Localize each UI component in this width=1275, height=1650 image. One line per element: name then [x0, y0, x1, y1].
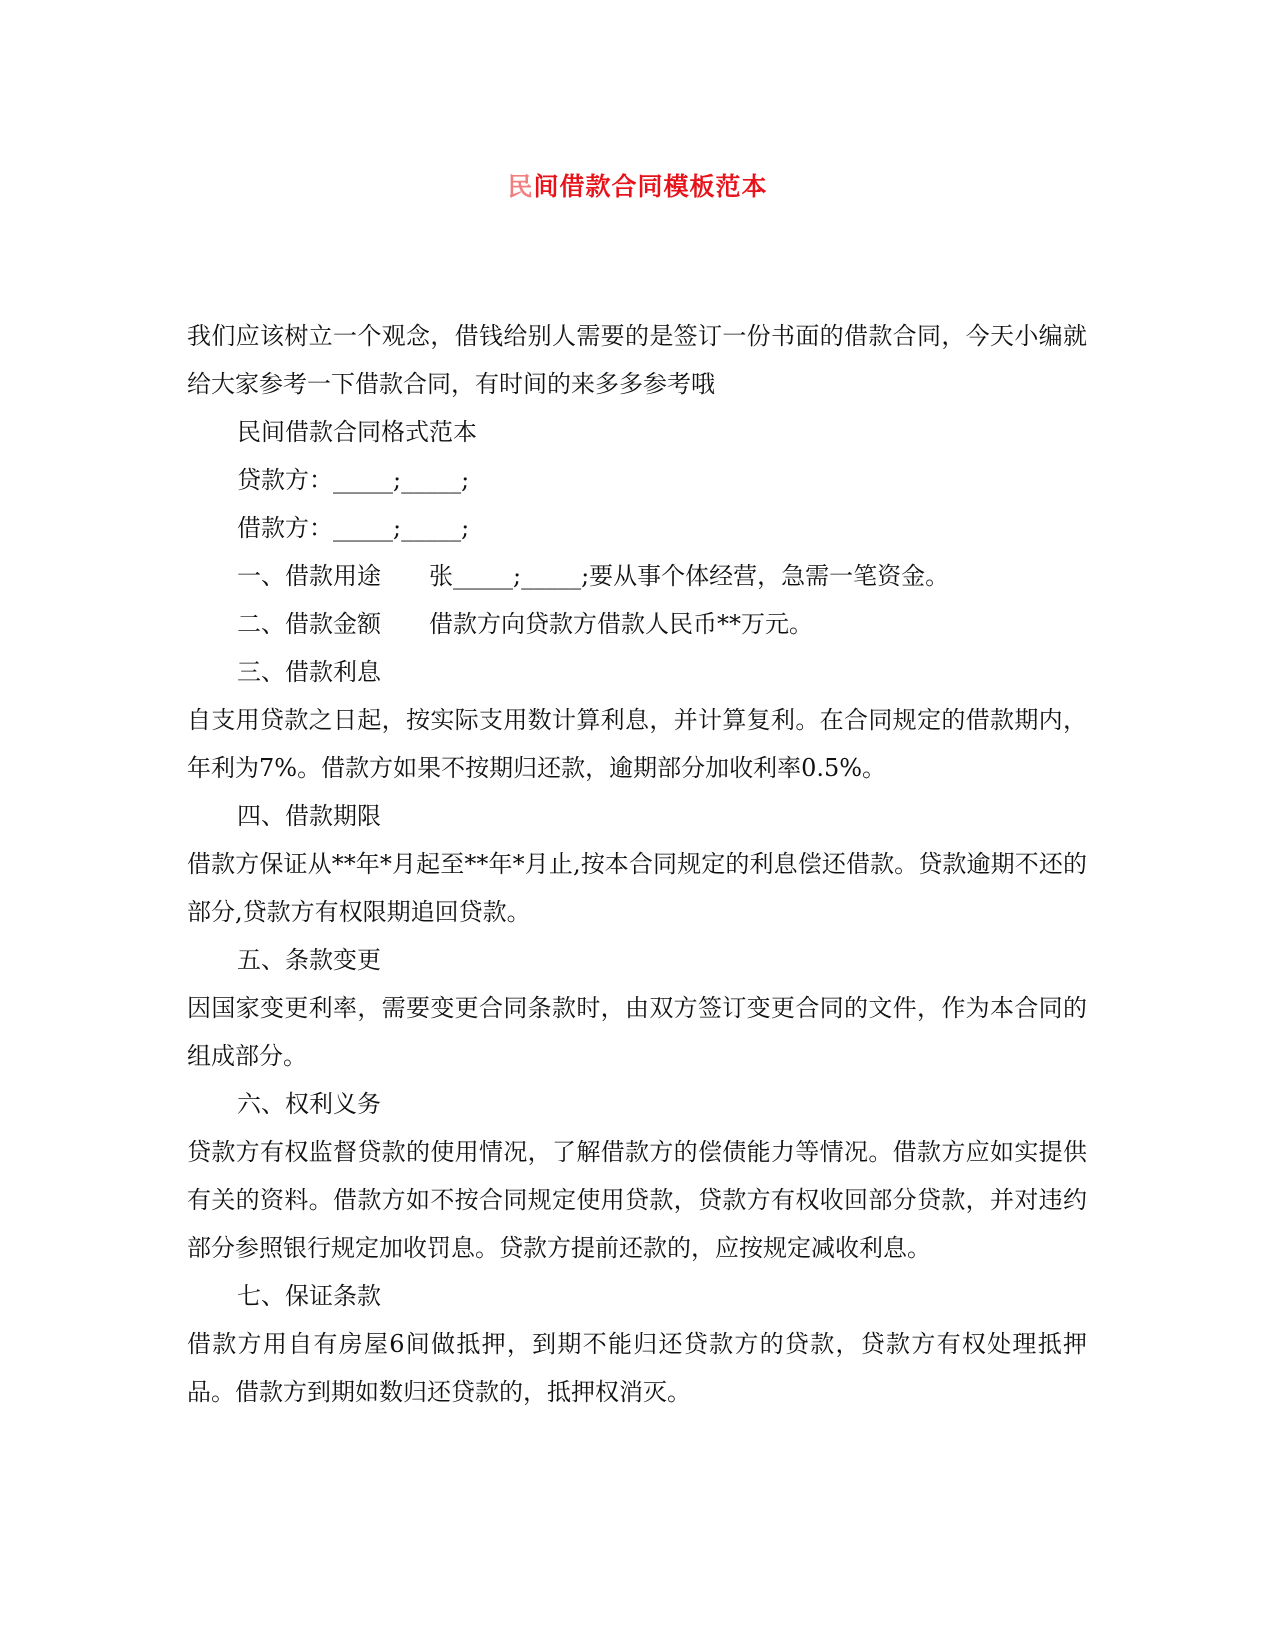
clause-1-text: 张_____;_____;要从事个体经营，急需一笔资金。 [429, 562, 950, 590]
clause-7-heading: 七、保证条款 [237, 1282, 381, 1310]
document-title [0, 172, 1275, 202]
lender-line: 贷款方：_____;_____; [237, 466, 470, 494]
clause-2 [187, 600, 1087, 648]
title-first-char: 民 [507, 172, 534, 201]
clause-6-body: 贷款方有权监督贷款的使用情况，了解借款方的偿债能力等情况。借款方应如实提供有关的资料。借款方如不按合同规定使用贷款，贷款方有权收回部分贷款，并对违约部分参照银行规定加收罚息。贷款方提前还款的，应按规定减收利息。 [187, 1138, 1087, 1262]
clause-4-heading: 四、借款期限 [237, 802, 381, 830]
document-body [187, 312, 1087, 1416]
clause-2-text: 借款方向贷款方借款人民币**万元。 [429, 610, 813, 638]
clause-5-body: 因国家变更利率，需要变更合同条款时，由双方签订变更合同的文件，作为本合同的组成部分。 [187, 994, 1087, 1070]
intro-paragraph: 我们应该树立一个观念，借钱给别人需要的是签订一份书面的借款合同，今天小编就给大家参考一下借款合同，有时间的来多多参考哦 [187, 322, 1087, 398]
clause-2-heading: 二、借款金额 [237, 610, 381, 638]
subtitle: 民间借款合同格式范本 [237, 418, 477, 446]
clause-1 [187, 552, 1087, 600]
borrower-line: 借款方：_____;_____; [237, 514, 470, 542]
clause-3-heading: 三、借款利息 [237, 658, 381, 686]
clause-5-heading: 五、条款变更 [237, 946, 381, 974]
clause-7-body: 借款方用自有房屋6间做抵押，到期不能归还贷款方的贷款，贷款方有权处理抵押品。借款方到期如数归还贷款的，抵押权消灭。 [187, 1330, 1087, 1406]
clause-6-heading: 六、权利义务 [237, 1090, 381, 1118]
clause-4-body: 借款方保证从**年*月起至**年*月止,按本合同规定的利息偿还借款。贷款逾期不还的部分,贷款方有权限期追回贷款。 [187, 850, 1087, 926]
clause-3-body: 自支用贷款之日起，按实际支用数计算利息，并计算复利。在合同规定的借款期内，年利为7%。借款方如果不按期归还款，逾期部分加收利率0.5%。 [187, 706, 1087, 782]
title-rest: 间借款合同模板范本 [533, 172, 768, 201]
clause-1-heading: 一、借款用途 [237, 562, 381, 590]
